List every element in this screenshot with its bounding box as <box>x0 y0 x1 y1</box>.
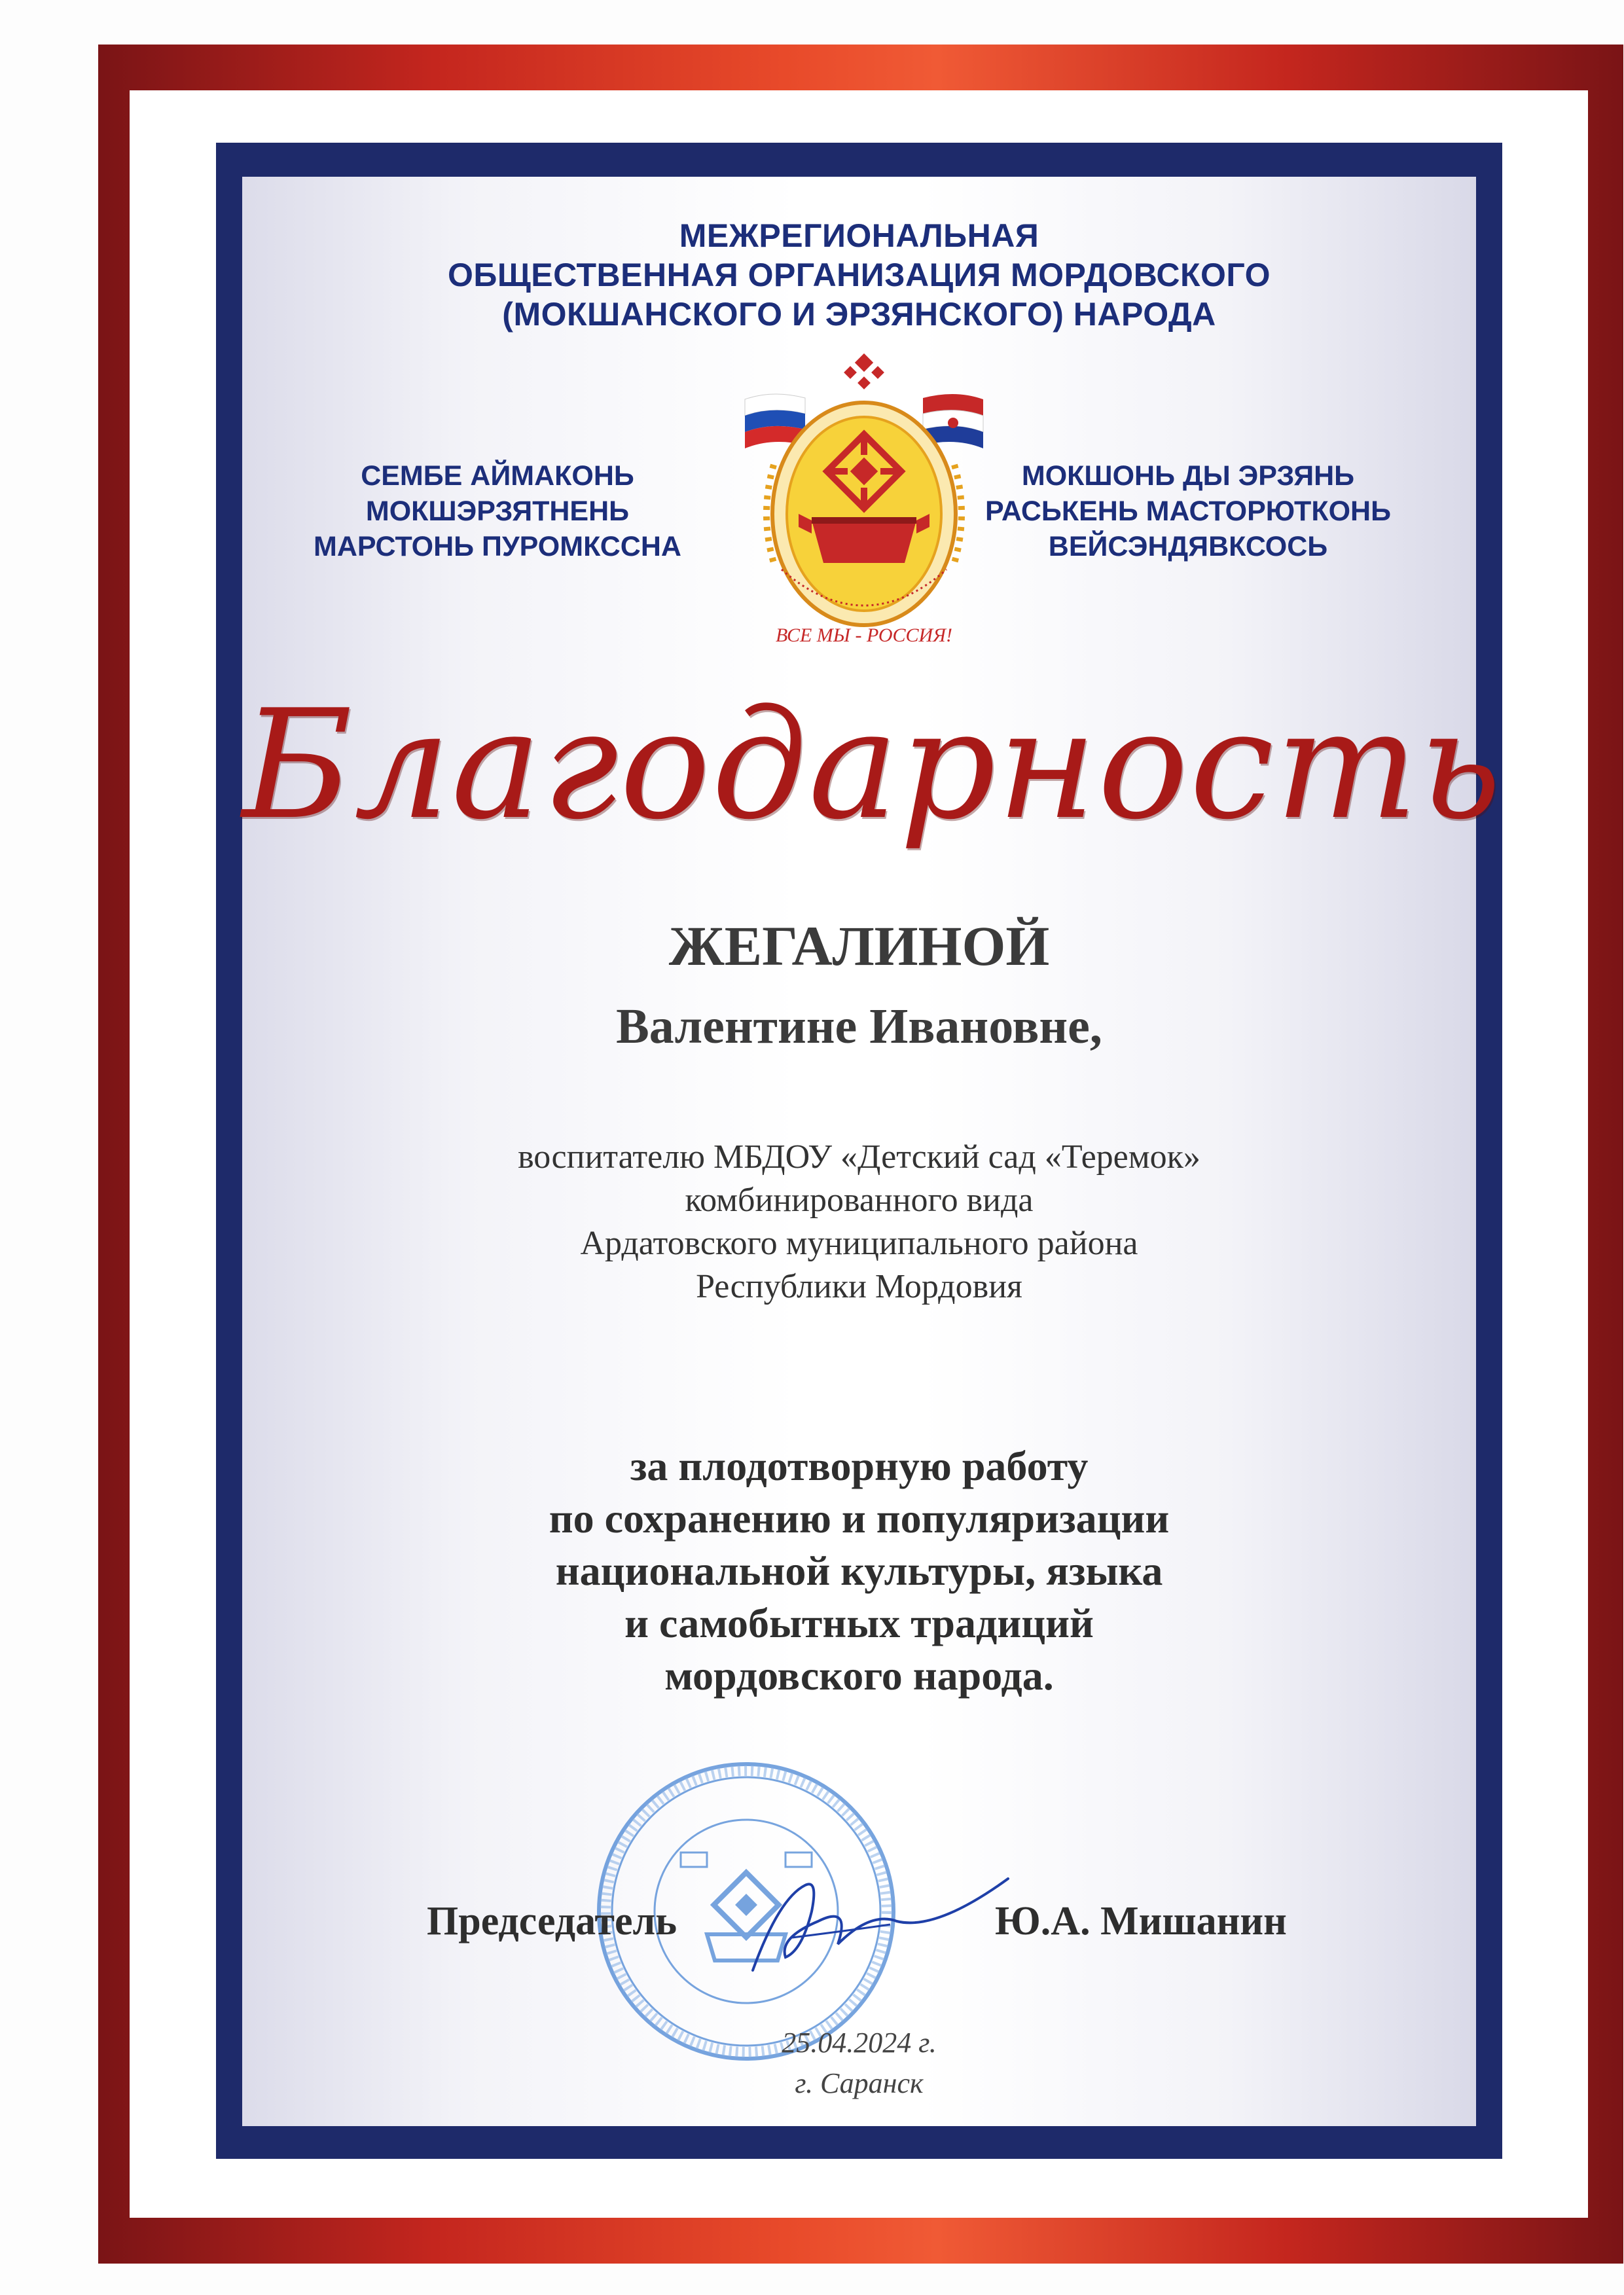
issue-date: 25.04.2024 г. <box>782 2027 937 2059</box>
merit-line-2: по сохранению и популяризации <box>549 1495 1170 1542</box>
org-title-line-3: (МОКШАНСКОГО И ЭРЗЯНСКОГО) НАРОДА <box>502 296 1216 333</box>
certificate-title: Благодарность <box>242 678 1503 853</box>
recipient-position <box>242 1136 1476 1309</box>
signatory-role: Председатель <box>427 1899 677 1943</box>
organization-title <box>242 216 1476 334</box>
signature-icon <box>740 1859 1015 1990</box>
moksha-line-3: МАРСТОНЬ ПУРОМКССНА <box>314 531 681 562</box>
recipient-name: Валентине Ивановне, <box>616 999 1102 1054</box>
emblem-motto: ВСЕ МЫ - РОССИЯ! <box>776 624 952 646</box>
moksha-slogan <box>268 458 727 564</box>
organization-emblem <box>733 353 995 655</box>
moksha-line-1: СЕМБЕ АЙМАКОНЬ <box>361 460 634 492</box>
erzya-line-3: ВЕЙСЭНДЯВКСОСЬ <box>1048 531 1328 562</box>
date-place <box>242 2023 1476 2104</box>
org-title-line-1: МЕЖРЕГИОНАЛЬНАЯ <box>679 217 1039 254</box>
org-title-line-2: ОБЩЕСТВЕННАЯ ОРГАНИЗАЦИЯ МОРДОВСКОГО <box>447 257 1271 293</box>
top-ornament-icon <box>844 353 884 389</box>
merit-line-4: и самобытных традиций <box>624 1600 1094 1646</box>
position-line-3: Ардатовского муниципального района <box>580 1225 1138 1262</box>
erzya-slogan <box>959 458 1417 564</box>
merit-line-5: мордовского народа. <box>664 1652 1054 1699</box>
erzya-line-1: МОКШОНЬ ДЫ ЭРЗЯНЬ <box>1021 460 1355 492</box>
issue-place: г. Саранск <box>795 2067 924 2099</box>
merit-line-1: за плодотворную работу <box>630 1443 1089 1489</box>
position-line-2: комбинированного вида <box>685 1182 1034 1219</box>
moksha-line-2: МОКШЭРЗЯТНЕНЬ <box>365 496 630 527</box>
position-line-1: воспитателю МБДОУ «Детский сад «Теремок» <box>518 1138 1200 1176</box>
recipient-surname: ЖЕГАЛИНОЙ <box>668 914 1050 977</box>
position-line-4: Республики Мордовия <box>696 1268 1022 1305</box>
erzya-line-2: РАСЬКЕНЬ МАСТОРЮТКОНЬ <box>985 496 1391 527</box>
signatory-name: Ю.А. Мишанин <box>995 1899 1287 1943</box>
merit-statement <box>242 1440 1476 1702</box>
merit-line-3: национальной культуры, языка <box>555 1547 1163 1594</box>
